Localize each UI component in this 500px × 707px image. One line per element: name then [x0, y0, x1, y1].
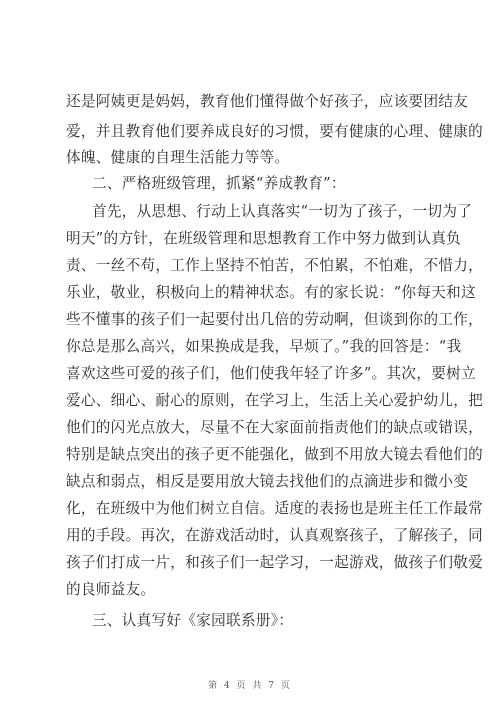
- paragraph-line: 用的手段。再次，在游戏活动时，认真观察孩子，了解孩子，同: [66, 527, 484, 544]
- paragraph-line: 责、一丝不苟，工作上坚持不怕苦，不怕累，不怕难，不惜力，: [66, 257, 484, 274]
- paragraph-line: 乐业，敬业，积极向上的精神状态。有的家长说：“你每天和这: [66, 284, 476, 301]
- paragraph-line: 他们的闪光点放大，尽量不在大家面前指责他们的缺点或错误，: [66, 419, 484, 436]
- paragraph-line: 爱心、细心、耐心的原则，在学习上，生活上关心爱护幼儿，把: [66, 392, 484, 409]
- paragraph-line: 喜欢这些可爱的孩子们，他们使我年轻了许多”。其次，要树立: [66, 365, 476, 382]
- paragraph-line: 化，在班级中为他们树立自信。适度的表扬也是班主任工作最常: [66, 500, 484, 517]
- paragraph-line: 还是阿姨更是妈妈，教育他们懂得做个好孩子，应该要团结友: [66, 93, 469, 110]
- paragraph-line: 的良师益友。: [66, 581, 156, 598]
- paragraph-line: 特别是缺点突出的孩子更不能强化，做到不用放大镜去看他们的: [66, 446, 484, 463]
- paragraph-line: 孩子们打成一片，和孩子们一起学习，一起游戏，做孩子们敬爱: [66, 554, 484, 571]
- paragraph-line: 明天”的方针，在班级管理和思想教育工作中努力做到认真负: [66, 230, 462, 247]
- paragraph-line: 些不懂事的孩子们一起要付出几倍的劳动啊，但谈到你的工作，: [66, 311, 484, 328]
- paragraph-line: 缺点和弱点，相反是要用放大镜去找他们的点滴进步和微小变: [66, 473, 469, 490]
- paragraph-line: 爱，并且教育他们要养成良好的习惯，要有健康的心理、健康的: [66, 123, 484, 140]
- paragraph-line: 体魄、健康的自理生活能力等等。: [66, 149, 290, 166]
- page-number-footer: 第 4 页 共 7 页: [208, 681, 292, 691]
- section-heading: 三、认真写好《家园联系册》：: [92, 612, 294, 629]
- section-heading: 二、严格班级管理，抓紧“养成教育”：: [92, 175, 346, 192]
- paragraph-line: 你总是那么高兴，如果换成是我，早烦了。”我的回答是：“我: [66, 338, 462, 355]
- paragraph-line: 首先，从思想、行动上认真落实“一切为了孩子，一切为了: [92, 203, 473, 220]
